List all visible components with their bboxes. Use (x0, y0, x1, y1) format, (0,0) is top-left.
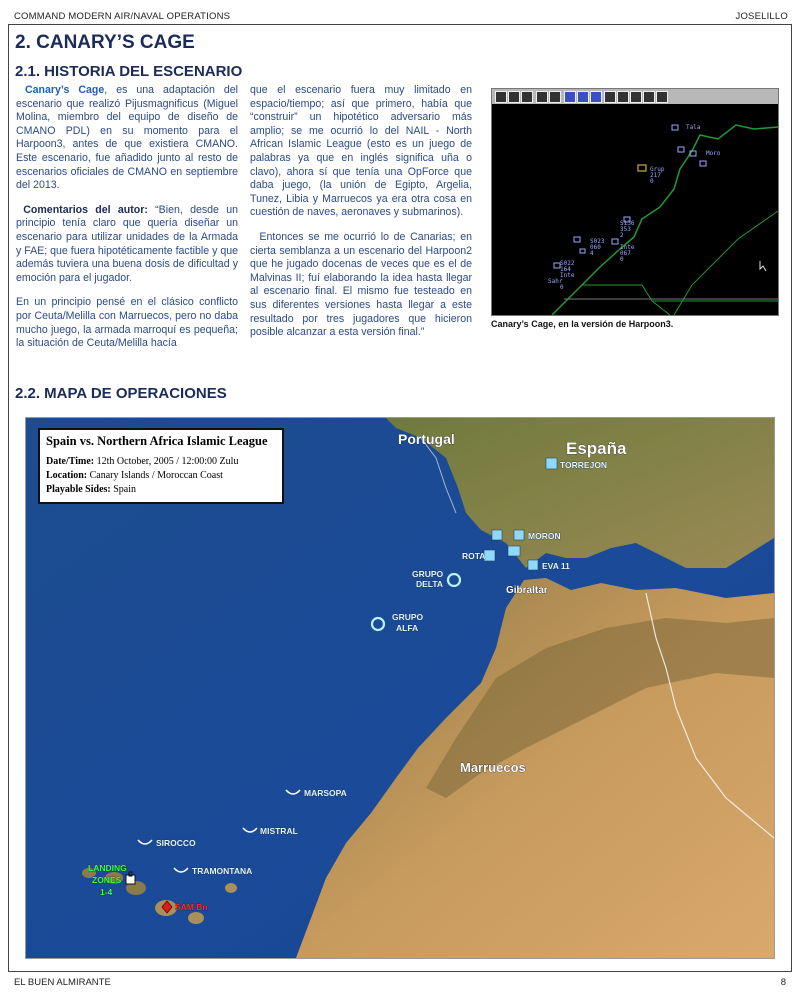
footer-left: EL BUEN ALMIRANTE (14, 977, 111, 988)
harpoon-caption: Canary’s Cage, en la versión de Harpoon3. (491, 319, 674, 329)
naval-group-icon (448, 574, 460, 586)
airbase-icon (514, 530, 524, 540)
paragraph-5-text: Entonces se me ocurrió lo de Canarias; en cierta semblanza a un escenario del Harpoon2 que he jugado docenas de veces que es el de Malvinas II; fuí elaborando la idea hasta llegar al escenario final. El mismo fue testeado en sus diferentes versiones hasta llegar a este resultado por tres jugadores que hicieron posible alcanzar a esta versión final.” (250, 230, 472, 339)
landing-zones-label: 1-4 (100, 887, 113, 897)
sides-value: Spain (113, 484, 137, 495)
operations-map (25, 417, 775, 959)
aircraft-icon (528, 560, 538, 570)
harpoon-label: S022 (560, 260, 575, 267)
subsection-1-title: 2.1. HISTORIA DEL ESCENARIO (15, 63, 243, 80)
place-label-gibraltar: Gibraltar (506, 585, 548, 596)
sides-label: Playable Sides: (46, 484, 111, 495)
unit-label-grupo-delta: GRUPO (412, 569, 444, 579)
paragraph-5 (250, 231, 472, 340)
text-column-1 (16, 84, 238, 362)
radar-icon (508, 546, 520, 556)
command-icon (492, 530, 502, 540)
sam-battalion-icon (162, 901, 172, 913)
country-label-portugal: Portugal (398, 431, 455, 447)
harpoon-labels (492, 89, 778, 315)
harpoon-label: 060 (590, 244, 601, 251)
harpoon-label: 217 (650, 172, 661, 179)
harpoon-label: Tala (686, 124, 701, 131)
location-label: Location: (46, 470, 88, 481)
harpoon-label: 067 (620, 250, 631, 257)
submarine-icon (174, 868, 188, 872)
frame-left (8, 24, 9, 971)
unit-label-moron: MORON (528, 531, 561, 541)
page-header (12, 10, 788, 24)
harpoon-label: 164 (560, 266, 571, 273)
submarine-icon (138, 840, 152, 844)
paragraph-2 (16, 204, 238, 286)
paragraph-1 (16, 84, 238, 193)
airbase-icon (546, 458, 557, 469)
unit-label-rota: ROTA (462, 551, 486, 561)
harpoon-label: Grup (650, 166, 665, 173)
header-right: JOSELILLO (735, 11, 788, 22)
harpoon-label: Inte (560, 272, 575, 279)
harpoon-label: S023 (590, 238, 605, 245)
harpoon-label: S136 (620, 220, 635, 227)
unit-label-torrejon: TORREJON (560, 460, 608, 470)
harpoon-label: Moro (706, 150, 721, 157)
paragraph-3 (16, 296, 238, 350)
naval-group-icon (372, 618, 384, 630)
subsection-2-title: 2.2. MAPA DE OPERACIONES (15, 385, 227, 402)
location-value: Canary Islands / Moroccan Coast (89, 470, 223, 481)
paragraph-4-text: que el escenario fuera muy limitado en espacio/tiempo; así que primero, había que “construir” un hipotético adversario más amplio; se me ocurrió lo del NAIL - North African Islamic League (esto es un juego de palabras ya que en inglés significa uña o clavo), ahora sí que tenía una OpForce que daba juego, (la unión de Egipto, Argelia, Tunez, Libia y Marruecos ya era otra cosa en cuestión de naves, aeronaves y submarinos). (250, 84, 472, 219)
map-labels (26, 418, 774, 958)
airbase-icon (484, 550, 495, 561)
country-label-espana: España (566, 439, 627, 458)
submarine-icon (286, 790, 300, 794)
text-column-2 (250, 84, 472, 351)
landing-zones-label: ZONES (92, 875, 122, 885)
harpoon-label: Inte (620, 244, 635, 251)
harpoon-label: 0 (650, 178, 654, 185)
unit-label-sirocco: SIROCCO (156, 838, 196, 848)
unit-label-grupo-alfa: GRUPO (392, 612, 424, 622)
header-left: COMMAND MODERN AIR/NAVAL OPERATIONS (14, 11, 231, 22)
harpoon-label: Sahr (548, 278, 563, 285)
date-label: Date/Time: (46, 456, 95, 467)
paragraph-2-text: “Bien, desde un principio tenía claro que quería diseñar un escenario para utilizar unidades de la Armada y FAE; que fuera hipotéticamente factible y que además tuviera una buena dosis de dificultad y emoción para el jugador. (16, 203, 239, 284)
harpoon-label: 0 (620, 256, 624, 263)
harpoon-screenshot (491, 88, 779, 316)
submarine-icon (243, 828, 257, 832)
scenario-title: Spain vs. Northern Africa Islamic League (46, 434, 268, 448)
harpoon-label: 2 (620, 232, 624, 239)
unit-label-tramontana: TRAMONTANA (192, 866, 253, 876)
landing-zones-label: LANDING (88, 863, 127, 873)
unit-label-mistral: MISTRAL (260, 826, 298, 836)
unit-label-marsopa: MARSOPA (304, 788, 347, 798)
paragraph-3-text: En un principio pensé en el clásico conflicto por Ceuta/Melilla con Marruecos, pero no daba mucho juego, la armada marroquí es pequeña; la situación de Ceuta/Melilla hacía (16, 296, 238, 350)
frame-top (8, 24, 792, 25)
page-number: 8 (780, 977, 786, 988)
unit-label-sam: SAM Bn (175, 902, 208, 912)
date-value: 12th October, 2005 / 12:00:00 Zulu (96, 456, 239, 467)
unit-label-grupo-alfa: ALFA (396, 623, 419, 633)
frame-right (791, 24, 792, 971)
frame-bottom (8, 971, 792, 972)
scenario-name: Canary’s Cage (25, 84, 105, 96)
paragraph-1-text: , es una adaptación del escenario que realizó Pijusmagnificus (Miguel Molina, miembro del equipo de diseño de CMANO PDL) en su momento para el Harpoon3, antes de que existiera CMANO. Este escenario, fue añadido junto al resto de escenarios oficiales de CMANO en septiembre del 2013. (16, 84, 238, 192)
harpoon-label: 0 (560, 284, 564, 291)
unit-label-eva11: EVA 11 (542, 561, 570, 571)
country-label-marruecos: Marruecos (460, 760, 526, 775)
author-comment-label: Comentarios del autor: (23, 203, 148, 216)
section-title: 2. CANARY’S CAGE (15, 32, 195, 53)
paragraph-4 (250, 84, 472, 220)
harpoon-label: 353 (620, 226, 631, 233)
unit-label-grupo-delta: DELTA (416, 579, 444, 589)
harpoon-label: 4 (590, 250, 594, 257)
